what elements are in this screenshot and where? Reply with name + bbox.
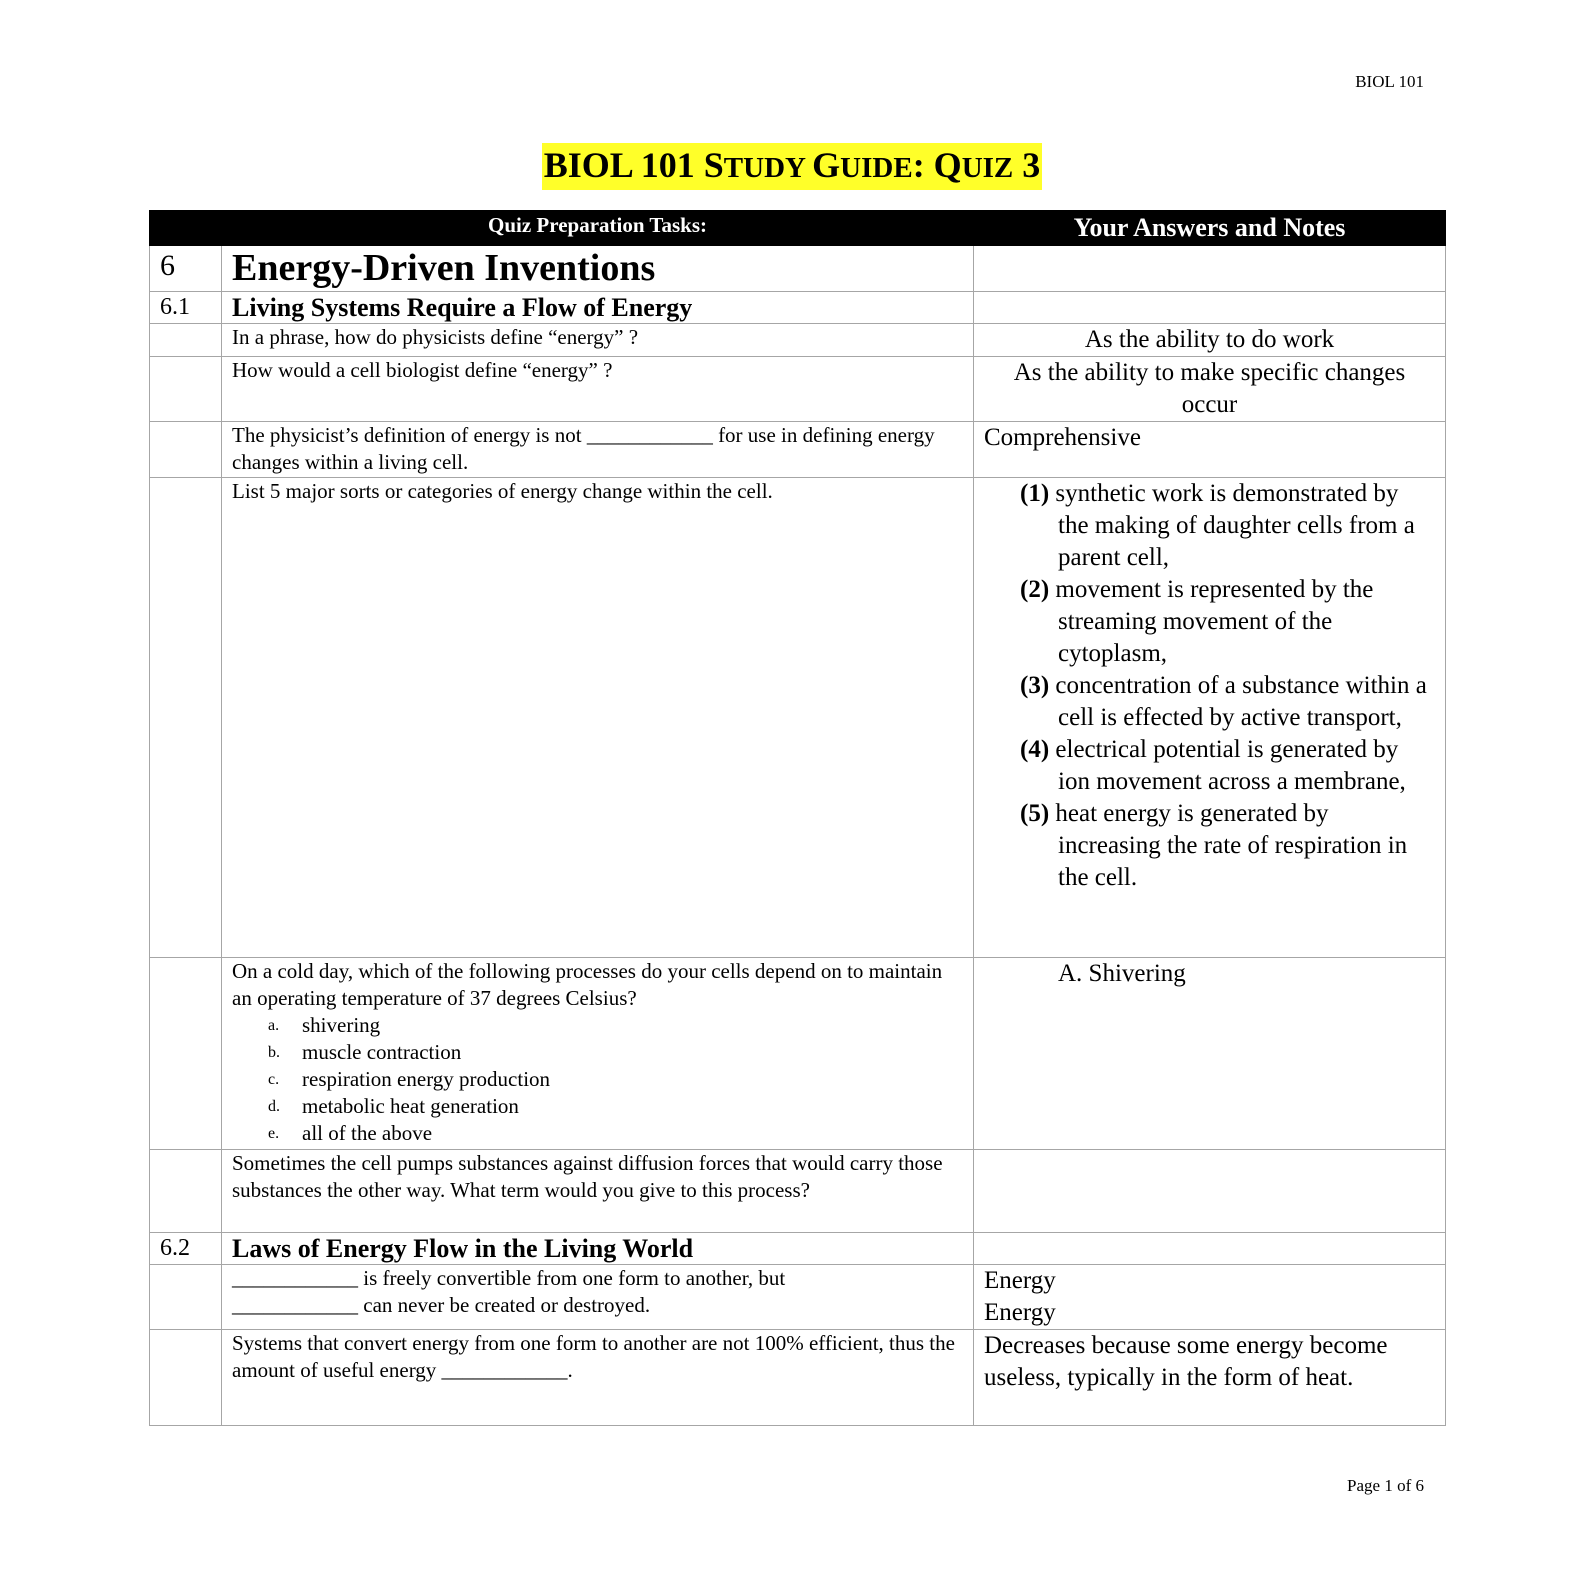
list-item: (4) electrical potential is generated by ion movement across a membrane,	[1020, 736, 1406, 795]
answer-cell[interactable]	[974, 1265, 1446, 1330]
question-text: On a cold day, which of the following processes do your cells depend on to maintain an operating temperature of 37 degrees Celsius?	[232, 959, 943, 1010]
question-num-cell	[150, 324, 222, 357]
question-text: How would a cell biologist define “energy” ?	[222, 357, 974, 422]
question-text: Sometimes the cell pumps substances against diffusion forces that would carry those substances the other way. What term would you give to this process?	[222, 1150, 974, 1233]
answer-list	[984, 478, 1435, 894]
subsection-row	[150, 1233, 1446, 1265]
header-tasks: Quiz Preparation Tasks:	[222, 211, 974, 246]
option-list	[232, 1012, 963, 1147]
answer-text[interactable]	[974, 1150, 1446, 1233]
answer-text[interactable]: Comprehensive	[974, 422, 1446, 478]
page-header-course: BIOL 101	[1355, 72, 1424, 91]
list-item: e. all of the above	[268, 1121, 433, 1145]
question-row	[150, 1150, 1446, 1233]
list-item: (1) synthetic work is demonstrated by the making of daughter cells from a parent cell,	[1020, 480, 1415, 571]
answer-line: Energy	[984, 1267, 1056, 1294]
answer-text[interactable]: Decreases because some energy become useless, typically in the form of heat.	[974, 1330, 1446, 1426]
answer-cell[interactable]	[974, 478, 1446, 958]
page-footer-number: Page 1 of 6	[1347, 1476, 1424, 1495]
question-line: ____________ is freely convertible from one form to another, but	[232, 1266, 786, 1290]
answer-line: Energy	[984, 1299, 1056, 1326]
subsection-number: 6.2	[150, 1233, 222, 1265]
header-answers: Your Answers and Notes	[974, 211, 1446, 246]
section-answer-cell	[974, 246, 1446, 292]
section-title: Energy-Driven Inventions	[222, 246, 974, 292]
question-row	[150, 958, 1446, 1150]
section-number: 6	[150, 246, 222, 292]
question-num-cell	[150, 478, 222, 958]
question-num-cell	[150, 422, 222, 478]
header-num-cell	[150, 211, 222, 246]
subsection-row	[150, 292, 1446, 324]
question-num-cell	[150, 1265, 222, 1330]
answer-text[interactable]: As the ability to do work	[974, 324, 1446, 357]
answer-text[interactable]: A. Shivering	[974, 958, 1446, 1150]
question-cell	[222, 1265, 974, 1330]
question-num-cell	[150, 357, 222, 422]
section-row	[150, 246, 1446, 292]
question-text: Systems that convert energy from one form to another are not 100% efficient, thus the amount of useful energy ____________.	[222, 1330, 974, 1426]
table-header-row	[150, 211, 1446, 246]
subsection-title: Living Systems Require a Flow of Energy	[222, 292, 974, 324]
list-item: (2) movement is represented by the streaming movement of the cytoplasm,	[1020, 576, 1374, 667]
list-item: (3) concentration of a substance within a cell is effected by active transport,	[1020, 672, 1427, 731]
question-row	[150, 1265, 1446, 1330]
subsection-answer-cell	[974, 1233, 1446, 1265]
question-row	[150, 478, 1446, 958]
question-row	[150, 357, 1446, 422]
question-num-cell	[150, 1150, 222, 1233]
question-text: List 5 major sorts or categories of energy change within the cell.	[222, 478, 974, 958]
question-line: ____________ can never be created or destroyed.	[232, 1293, 651, 1317]
question-row	[150, 1330, 1446, 1426]
list-item: a. shivering	[268, 1013, 381, 1037]
question-text: The physicist’s definition of energy is not ____________ for use in defining energy changes within a living cell.	[222, 422, 974, 478]
list-item: d. metabolic heat generation	[268, 1094, 519, 1118]
page-title: BIOL 101 STUDY GUIDE: QUIZ 3	[542, 143, 1043, 190]
question-num-cell	[150, 958, 222, 1150]
question-text: In a phrase, how do physicists define “energy” ?	[222, 324, 974, 357]
subsection-number: 6.1	[150, 292, 222, 324]
question-row	[150, 422, 1446, 478]
answer-text[interactable]: As the ability to make specific changes occur	[974, 357, 1446, 422]
question-row	[150, 324, 1446, 357]
subsection-title: Laws of Energy Flow in the Living World	[222, 1233, 974, 1265]
page-title-wrap	[0, 143, 1584, 190]
question-num-cell	[150, 1330, 222, 1426]
list-item: c. respiration energy production	[268, 1067, 551, 1091]
list-item: b. muscle contraction	[268, 1040, 462, 1064]
subsection-answer-cell	[974, 292, 1446, 324]
question-cell	[222, 958, 974, 1150]
study-guide-table	[149, 210, 1446, 1426]
list-item: (5) heat energy is generated by increasing the rate of respiration in the cell.	[1020, 800, 1408, 891]
